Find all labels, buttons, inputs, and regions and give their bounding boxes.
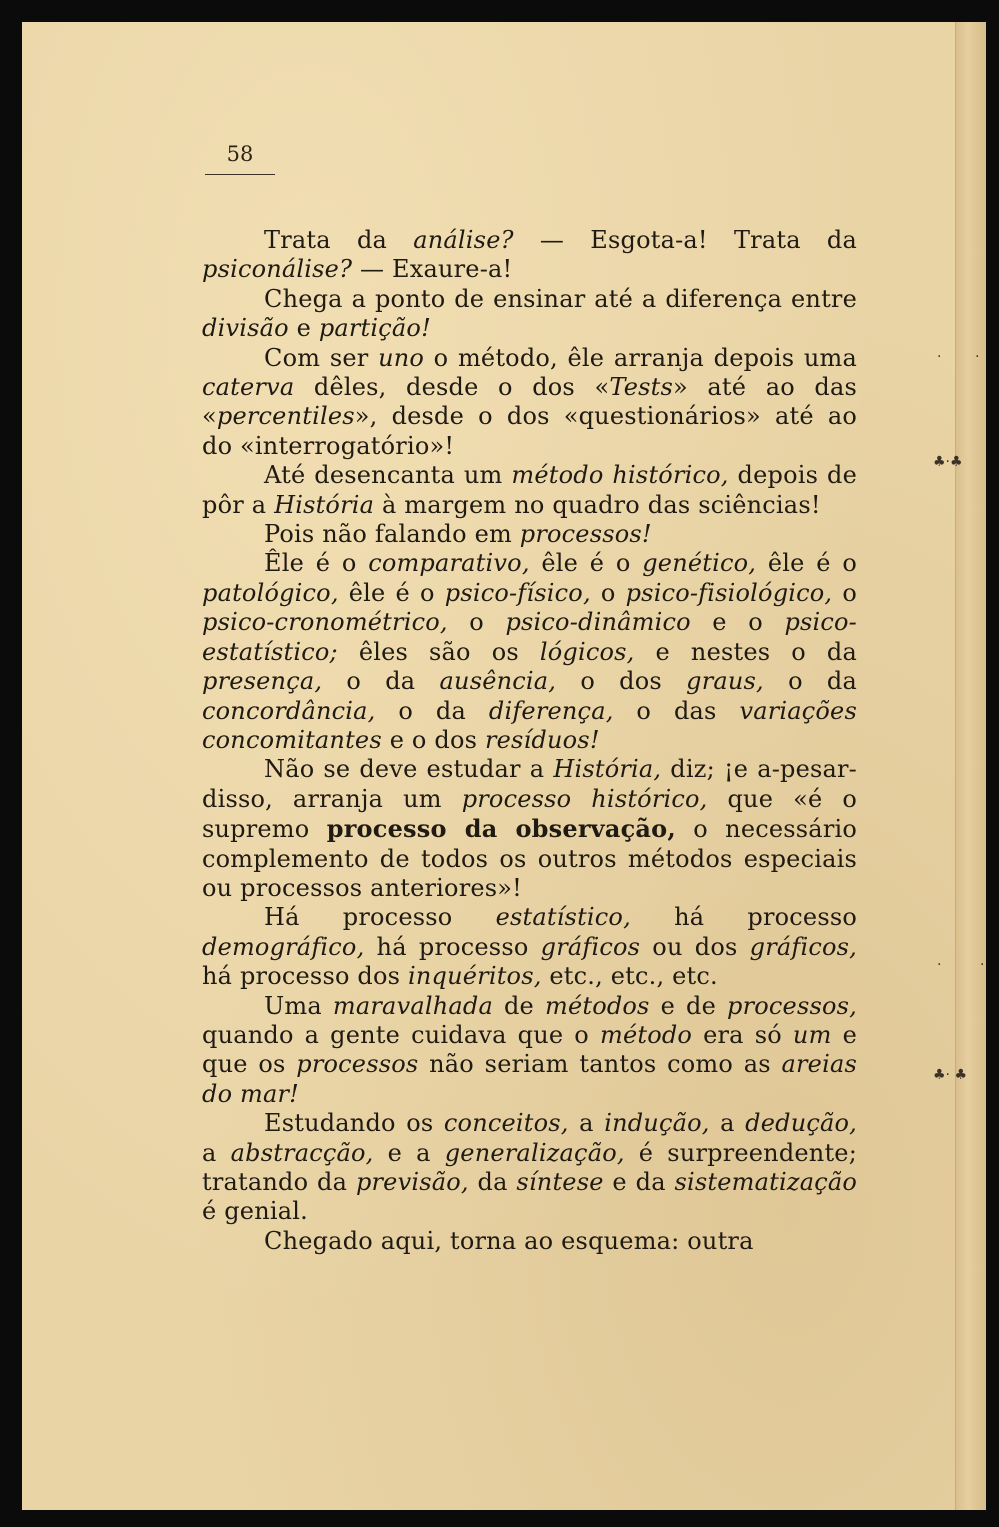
text-run: graus,: [686, 667, 764, 696]
text-run: presença,: [202, 667, 323, 696]
text-run: processos!: [519, 520, 652, 549]
text-run: generalização,: [444, 1138, 625, 1167]
text-run: patológico,: [202, 578, 339, 607]
text-run: — Esgota-a! Trata da: [513, 226, 857, 254]
text-run: de: [492, 991, 545, 1020]
print-speck: ♣·♣: [933, 454, 963, 470]
text-run: psiconálise?: [202, 255, 353, 284]
text-run: há processo: [364, 932, 541, 961]
text-run: comparativo,: [368, 549, 530, 578]
text-run: uno: [378, 343, 425, 372]
text-run: — Exaure-a!: [352, 255, 513, 284]
text-run: partição!: [318, 314, 431, 343]
text-run: da: [468, 1168, 517, 1196]
text-run: Trata da: [264, 226, 414, 254]
text-run: dêles, desde o dos «: [294, 373, 610, 402]
text-run: o: [832, 578, 857, 607]
text-run: Não se deve estudar a: [264, 755, 554, 784]
text-run: método: [599, 1020, 693, 1049]
text-run: à margem no quadro das sciências!: [374, 490, 821, 519]
text-run: êles são os: [337, 637, 540, 666]
text-run: método histórico,: [511, 461, 729, 490]
paragraph: [202, 344, 857, 462]
text-run: êle é o: [529, 549, 643, 578]
text-run: psico-cronométrico,: [202, 608, 448, 637]
text-run: processo histórico,: [461, 784, 708, 813]
paragraph: [202, 549, 857, 755]
text-run: o: [590, 578, 626, 607]
print-speck: ·: [937, 957, 942, 973]
text-run: percentiles: [216, 402, 355, 431]
paragraph: [202, 461, 857, 520]
text-run: sistematização: [674, 1168, 858, 1196]
text-run: lógicos,: [539, 637, 635, 666]
paragraph: [202, 903, 857, 991]
text-run: resíduos!: [484, 725, 600, 754]
text-run: quando a gente cuidava que o: [202, 1020, 600, 1049]
text-run: caterva: [202, 373, 295, 402]
text-run: », desde o dos «questionários» até ao do «interrogatório»!: [202, 402, 857, 460]
text-run: Com ser: [264, 343, 379, 372]
text-run: inquéritos,: [408, 962, 542, 991]
text-run: variações concomitantes: [202, 696, 857, 754]
text-run: areias do mar!: [202, 1050, 857, 1108]
text-run: diferença,: [488, 696, 614, 725]
next-page-edge: [955, 22, 986, 1510]
text-run: não seriam tantos como as: [418, 1050, 782, 1079]
page-number-rule: [205, 174, 275, 175]
text-run: a: [202, 1138, 231, 1167]
text-run: Pois não falando em: [264, 520, 520, 549]
text-run: História: [274, 490, 375, 519]
text-run: e nestes o da: [634, 637, 857, 666]
text-run: concordância,: [202, 696, 376, 725]
text-run: psico-estatístico;: [202, 608, 857, 666]
text-run: » até ao das «: [202, 373, 857, 431]
text-run: maravalhada: [332, 991, 493, 1020]
text-run: etc., etc., etc.: [541, 962, 718, 991]
paragraph: [202, 992, 857, 1110]
text-run: o necessário complemento de todos os outros métodos especiais ou processos anteriores»!: [202, 815, 858, 902]
text-run: que «é o supremo: [202, 784, 858, 844]
text-run: Êle é o: [264, 549, 369, 578]
text-run: e da: [603, 1168, 675, 1196]
text-run: métodos: [544, 991, 650, 1020]
text-run: é genial.: [202, 1197, 308, 1226]
text-run: o das: [613, 696, 740, 725]
text-run: o método, êle arranja depois uma: [424, 343, 857, 372]
text-run: Uma: [264, 991, 333, 1020]
print-speck: ♣· ♣: [933, 1067, 968, 1083]
text-run: a: [709, 1109, 746, 1138]
text-run: o: [447, 608, 506, 637]
text-run: o da: [763, 667, 857, 696]
paragraph: [202, 520, 857, 549]
text-run: gráficos: [540, 932, 641, 961]
print-speck: ·: [937, 349, 942, 365]
text-run: era só: [692, 1020, 793, 1049]
text-run: divisão: [202, 314, 289, 343]
text-run: psico-físico,: [444, 578, 591, 607]
text-run: Chega a ponto de ensinar até a diferença entre: [264, 284, 857, 313]
text-run: ou dos: [640, 932, 750, 961]
text-run: êle é o: [756, 549, 857, 578]
print-speck: ·: [975, 349, 980, 365]
text-run: e o dos: [381, 725, 485, 754]
paragraph: [202, 1227, 857, 1256]
text-run: e a: [373, 1138, 445, 1167]
text-run: um: [792, 1020, 832, 1049]
text-run: e o: [690, 608, 785, 637]
text-run: Tests: [609, 373, 673, 402]
text-run: Até desencanta um: [264, 461, 512, 490]
text-run: e de: [649, 991, 728, 1020]
text-run: indução,: [604, 1109, 710, 1138]
paragraph: [202, 226, 857, 285]
paragraph: [202, 1109, 857, 1227]
text-run: e que os: [202, 1020, 857, 1079]
text-run: dedução,: [745, 1109, 857, 1138]
text-run: processos: [296, 1050, 419, 1079]
text-run: síntese: [516, 1168, 604, 1196]
text-run: genético,: [642, 549, 757, 578]
text-run: há processo dos: [202, 962, 408, 991]
text-run: Estudando os: [264, 1109, 444, 1138]
page-number: 58: [226, 142, 254, 166]
text-run: o dos: [556, 667, 687, 696]
text-run: e: [288, 314, 319, 343]
body-text: [202, 226, 857, 1256]
text-run: demográfico,: [202, 932, 365, 961]
text-run: o da: [375, 696, 489, 725]
text-run: análise?: [413, 226, 514, 254]
text-run: História,: [553, 755, 662, 784]
text-run: ausência,: [439, 667, 557, 696]
text-run: conceitos,: [443, 1109, 569, 1138]
text-run: a: [568, 1109, 605, 1138]
text-run: psico-fisiológico,: [625, 578, 833, 607]
text-run: previsão,: [355, 1168, 469, 1196]
paragraph: [202, 285, 857, 344]
text-run: abstracção,: [230, 1138, 374, 1167]
text-run: há processo: [630, 903, 857, 932]
text-run: processo da observação,: [326, 814, 676, 844]
text-run: o da: [322, 667, 440, 696]
text-run: Chegado aqui, torna ao esquema: outra: [264, 1226, 754, 1255]
paragraph: [202, 755, 857, 903]
print-speck: ·: [980, 957, 985, 973]
text-run: depois de pôr a: [202, 461, 857, 519]
text-run: é surpreendente; tratando da: [202, 1138, 857, 1196]
text-run: gráficos,: [749, 932, 857, 961]
text-run: êle é o: [338, 578, 445, 607]
text-run: Há processo: [264, 903, 496, 932]
text-run: estatístico,: [495, 903, 631, 932]
text-run: processos,: [727, 991, 857, 1020]
text-run: psico-dinâmico: [505, 608, 691, 637]
text-run: diz; ¡e a-pesar-disso, arranja um: [202, 755, 857, 813]
